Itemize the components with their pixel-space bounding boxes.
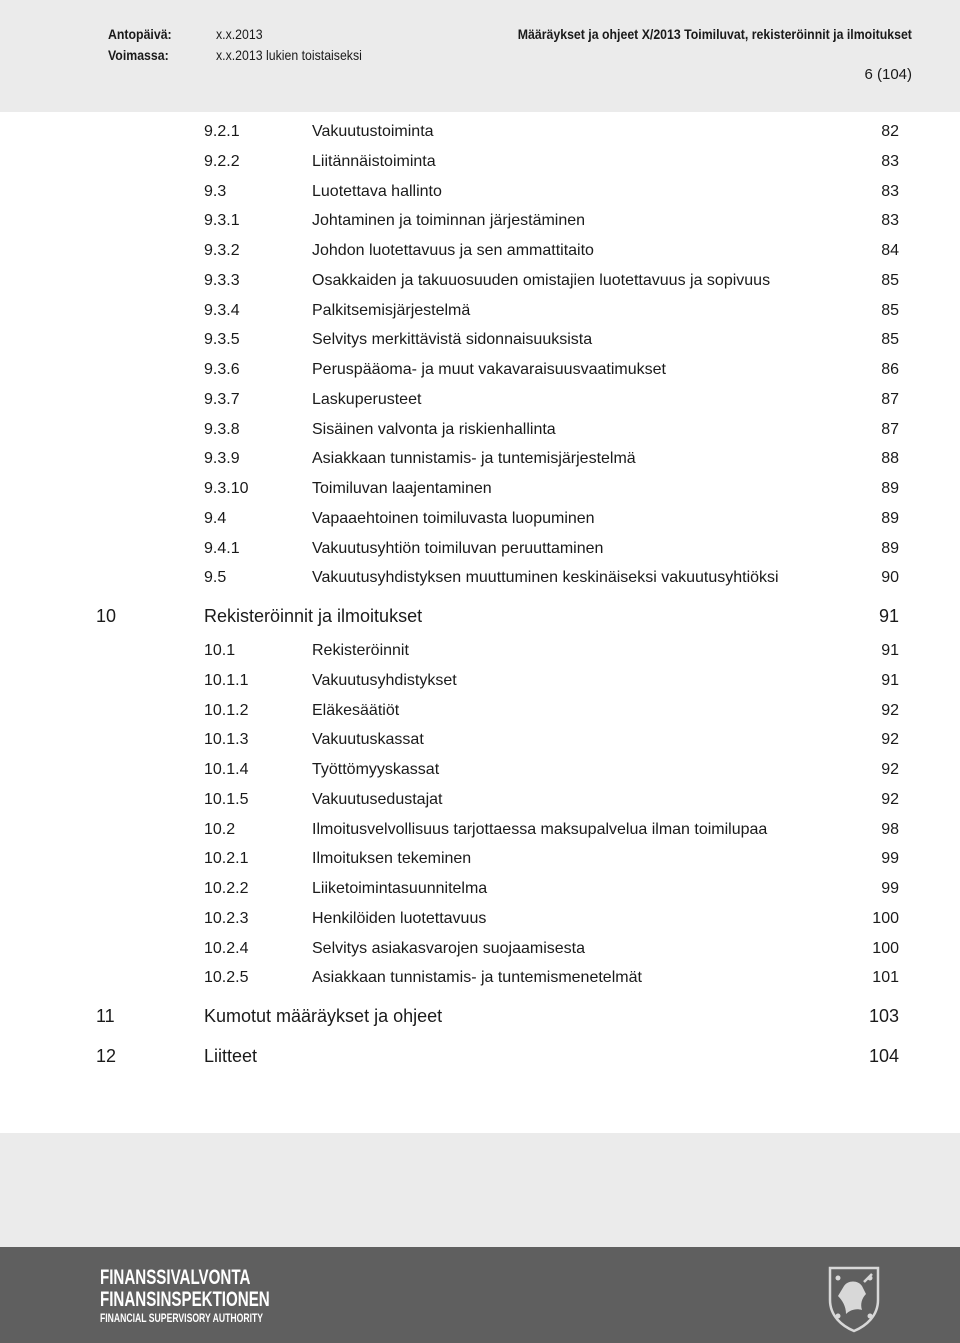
entry-page: 86 [881, 361, 899, 378]
chapter-title: Rekisteröinnit ja ilmoitukset [204, 606, 423, 626]
entry-number: 9.3.1 [204, 212, 240, 230]
entry-number: 10.2 [204, 820, 236, 838]
toc-chapter-10[interactable] [0, 596, 960, 636]
document-title: Määräykset ja ohjeet X/2013 Toimiluvat, rekisteröinnit ja ilmoitukset [517, 26, 912, 42]
toc-entry[interactable] [0, 236, 960, 266]
entry-page: 85 [881, 271, 899, 289]
entry-page: 92 [881, 701, 899, 719]
toc-chapter-11[interactable] [0, 996, 960, 1036]
toc-entry[interactable] [0, 755, 960, 785]
toc-entry[interactable] [0, 385, 960, 415]
chapter-page: 104 [868, 1046, 899, 1066]
entry-number: 10.1.3 [204, 731, 249, 749]
entry-title: Ilmoituksen tekeminen [312, 850, 472, 868]
toc-entry[interactable] [0, 355, 960, 385]
entry-page: 83 [881, 152, 899, 170]
entry-title: Asiakkaan tunnistamis- ja tuntemismenetelmät [312, 969, 642, 987]
chapter-page: 91 [878, 606, 899, 626]
toc-entry[interactable] [0, 696, 960, 726]
entry-page: 98 [881, 820, 899, 838]
entry-page: 91 [881, 671, 899, 689]
entry-number: 9.3.7 [204, 390, 240, 408]
entry-title: Osakkaiden ja takuuosuuden omistajien luotettavuus ja sopivuus [312, 271, 771, 289]
entry-number: 10.2.5 [204, 969, 249, 987]
coat-of-arms-icon [824, 1264, 884, 1334]
entry-page: 84 [881, 242, 899, 259]
entry-number: 9.5 [204, 569, 227, 587]
entry-page: 91 [881, 642, 899, 659]
entry-page: 87 [881, 390, 899, 408]
brand-name-en: FINANCIAL SUPERVISORY AUTHORITY [100, 1311, 264, 1325]
toc-entry[interactable] [0, 504, 960, 534]
entry-page: 83 [881, 182, 899, 200]
table-of-contents [0, 117, 960, 1076]
toc-entry[interactable] [0, 563, 960, 593]
toc-entry[interactable] [0, 874, 960, 904]
entry-number: 9.3.6 [204, 361, 240, 378]
toc-entry[interactable] [0, 117, 960, 147]
entry-page: 82 [881, 123, 899, 140]
entry-title: Selvitys asiakasvarojen suojaamisesta [312, 939, 586, 957]
chapter-number: 10 [96, 606, 117, 626]
toc-entry[interactable] [0, 206, 960, 236]
entry-title: Peruspääoma- ja muut vakavaraisuusvaatimukset [312, 361, 666, 378]
entry-title: Vakuutustoiminta [312, 123, 434, 140]
toc-chapter-12[interactable] [0, 1036, 960, 1076]
entry-number: 10.1.5 [204, 790, 249, 808]
entry-title: Palkitsemisjärjestelmä [312, 301, 471, 319]
entry-number: 9.3 [204, 182, 227, 200]
toc-section-10 [0, 636, 960, 993]
entry-title: Sisäinen valvonta ja riskienhallinta [312, 420, 556, 438]
entry-title: Ilmoitusvelvollisuus tarjottaessa maksupalvelua ilman toimilupaa [312, 820, 768, 838]
entry-page: 92 [881, 761, 899, 778]
entry-number: 10.1.2 [204, 701, 249, 719]
entry-number: 9.3.3 [204, 271, 240, 289]
entry-page: 89 [881, 480, 899, 497]
brand-name-sv: FINANSINSPEKTIONEN [100, 1288, 270, 1311]
toc-entry[interactable] [0, 844, 960, 874]
entry-page: 100 [872, 939, 899, 957]
entry-number: 9.4.1 [204, 539, 240, 557]
antopaiva-value: x.x.2013 [216, 26, 263, 42]
toc-entry[interactable] [0, 815, 960, 845]
chapter-title: Kumotut määräykset ja ohjeet [204, 1006, 443, 1026]
toc-section-9 [0, 117, 960, 593]
entry-number: 9.3.4 [204, 301, 240, 319]
entry-page: 89 [881, 539, 899, 557]
toc-entry[interactable] [0, 636, 960, 666]
entry-page: 100 [872, 909, 899, 927]
entry-number: 10.1.1 [204, 671, 249, 689]
entry-page: 87 [881, 420, 899, 438]
entry-title: Rekisteröinnit [312, 642, 409, 659]
entry-title: Johtaminen ja toiminnan järjestäminen [312, 212, 586, 230]
chapter-number: 12 [96, 1046, 117, 1066]
entry-title: Liitännäistoiminta [312, 152, 436, 170]
entry-number: 9.2.2 [204, 152, 240, 170]
toc-entry[interactable] [0, 147, 960, 177]
entry-number: 9.3.9 [204, 450, 240, 468]
chapter-number: 11 [96, 1006, 115, 1026]
entry-title: Laskuperusteet [312, 390, 422, 408]
entry-title: Eläkesäätiöt [312, 701, 400, 719]
toc-entry[interactable] [0, 534, 960, 564]
entry-number: 9.3.5 [204, 331, 240, 349]
entry-page: 90 [881, 569, 899, 587]
entry-title: Toimiluvan laajentaminen [312, 480, 492, 497]
toc-entry[interactable] [0, 296, 960, 326]
entry-title: Vakuutusedustajat [312, 790, 443, 808]
entry-page: 85 [881, 301, 899, 319]
entry-page: 99 [881, 880, 899, 897]
toc-entry[interactable] [0, 177, 960, 207]
entry-page: 85 [881, 331, 899, 349]
entry-page: 92 [881, 790, 899, 808]
entry-page: 101 [872, 969, 899, 987]
entry-title: Liiketoimintasuunnitelma [312, 880, 488, 897]
toc-entry[interactable] [0, 934, 960, 964]
entry-page: 88 [881, 450, 899, 468]
toc-entry[interactable] [0, 325, 960, 355]
page-number: 6 (104) [864, 66, 912, 83]
entry-number: 10.2.3 [204, 909, 249, 927]
toc-entry[interactable] [0, 963, 960, 993]
entry-number: 10.1.4 [204, 761, 249, 778]
entry-title: Vapaaehtoinen toimiluvasta luopuminen [312, 509, 595, 527]
entry-number: 9.3.8 [204, 420, 240, 438]
toc-entry[interactable] [0, 266, 960, 296]
toc-entry[interactable] [0, 415, 960, 445]
brand-name-fi: FINANSSIVALVONTA [100, 1266, 251, 1289]
entry-number: 10.2.2 [204, 880, 249, 897]
voimassa-value: x.x.2013 lukien toistaiseksi [216, 47, 362, 63]
entry-title: Luotettava hallinto [312, 182, 442, 200]
entry-number: 9.4 [204, 509, 227, 527]
entry-title: Vakuutusyhtiön toimiluvan peruuttaminen [312, 539, 604, 557]
toc-entry[interactable] [0, 904, 960, 934]
entry-number: 9.3.10 [204, 480, 249, 497]
entry-title: Johdon luotettavuus ja sen ammattitaito [312, 242, 594, 259]
entry-title: Henkilöiden luotettavuus [312, 909, 487, 927]
entry-title: Vakuutusyhdistykset [312, 671, 457, 689]
toc-entry[interactable] [0, 444, 960, 474]
entry-title: Työttömyyskassat [312, 761, 440, 778]
entry-title: Selvitys merkittävistä sidonnaisuuksista [312, 331, 593, 349]
voimassa-label: Voimassa: [108, 47, 169, 63]
entry-page: 99 [881, 850, 899, 868]
entry-number: 10.1 [204, 642, 236, 659]
chapter-page: 103 [868, 1006, 899, 1026]
antopaiva-label: Antopäivä: [108, 26, 172, 42]
chapter-title: Liitteet [204, 1046, 258, 1066]
toc-entry[interactable] [0, 725, 960, 755]
toc-entry[interactable] [0, 474, 960, 504]
entry-title: Asiakkaan tunnistamis- ja tuntemisjärjestelmä [312, 450, 636, 468]
entry-page: 89 [881, 509, 899, 527]
entry-number: 9.2.1 [204, 123, 240, 140]
entry-page: 92 [881, 731, 899, 749]
entry-number: 10.2.4 [204, 939, 249, 957]
entry-page: 83 [881, 212, 899, 230]
entry-number: 9.3.2 [204, 242, 240, 259]
entry-title: Vakuutusyhdistyksen muuttuminen keskinäiseksi vakuutusyhtiöksi [312, 569, 779, 587]
toc-entry[interactable] [0, 785, 960, 815]
entry-number: 10.2.1 [204, 850, 249, 868]
toc-entry[interactable] [0, 666, 960, 696]
entry-title: Vakuutuskassat [312, 731, 424, 749]
